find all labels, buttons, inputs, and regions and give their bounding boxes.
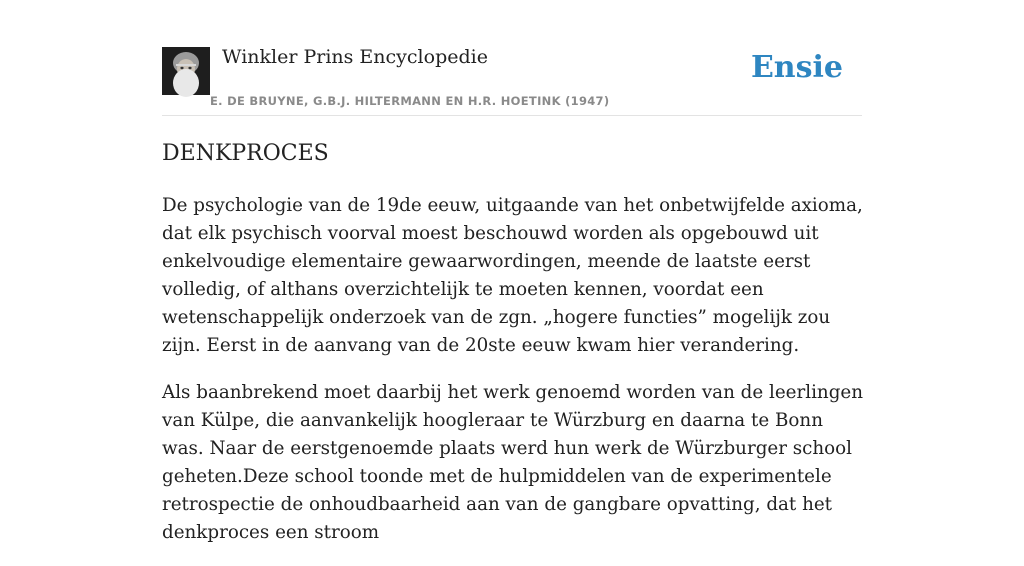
- article-paragraph: De psychologie van de 19de eeuw, uitgaande van het onbetwijfelde axioma, dat elk psychisch voorval moest beschouwd worden als opgebouwd uit enkelvoudige elementaire gewaarwordingen, meende de laatste eerst volledig, of althans overzichtelijk te moeten kennen, voordat een wetenschappelijk onderzoek van de zgn. „hogere functies” mogelijk zou zijn. Eerst in de aanvang van de 20ste eeuw kwam hier verandering.: [162, 195, 863, 356]
- page-container: [162, 0, 863, 543]
- article-body: [162, 192, 864, 566]
- source-title[interactable]: Winkler Prins Encyclopedie: [222, 46, 488, 68]
- source-authors: E. DE BRUYNE, G.B.J. HILTERMANN EN H.R. HOETINK (1947): [210, 94, 610, 108]
- author-avatar: [162, 47, 210, 95]
- author-portrait-icon: [162, 47, 210, 95]
- source-header: [162, 0, 862, 116]
- brand-logo[interactable]: Ensie: [750, 50, 843, 85]
- article-paragraph: Als baanbrekend moet daarbij het werk genoemd worden van de leerlingen van Külpe, die aanvankelijk hoogleraar te Würzburg en daarna te Bonn was. Naar de eerstgenoemde plaats werd hun werk de Würzburger school geheten.Deze school toonde met de hulpmiddelen van de experimentele retrospectie de onhoudbaarheid aan van de gangbare opvatting, dat het denkproces een stroom: [162, 382, 863, 543]
- entry-title: DENKPROCES: [162, 141, 329, 166]
